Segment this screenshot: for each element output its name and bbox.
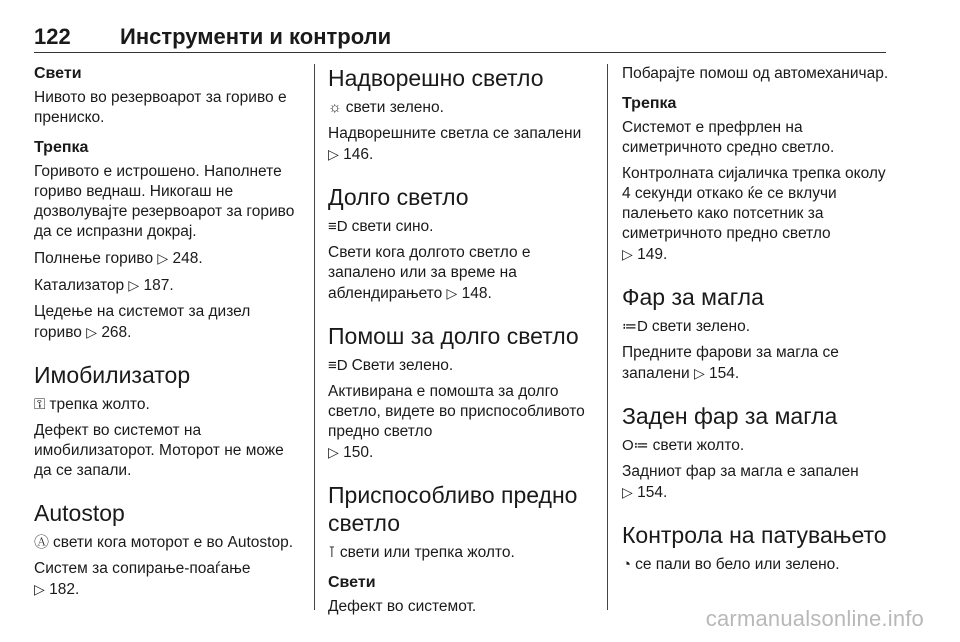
autostop-a-icon: Ⓐ: [34, 534, 50, 551]
paragraph-text: свети сино.: [351, 218, 434, 235]
reference-arrow-icon: ▷: [446, 285, 458, 301]
paragraph-text: свети зелено.: [345, 99, 444, 116]
reference-arrow-icon: ▷: [622, 484, 633, 500]
page-ref[interactable]: 182.: [49, 581, 80, 598]
paragraph: Дефект во системот.: [328, 598, 477, 615]
section-title-cruise-control: Контрола на патувањето: [622, 522, 887, 548]
paragraph-with-icon: [622, 317, 892, 337]
paragraph-with-ref: [622, 343, 892, 384]
front-fog-icon: ≔D: [622, 318, 648, 335]
high-beam-assist-icon: ≡D: [328, 357, 348, 374]
paragraph-text: Контролната сијаличка трепка околу 4 секунди откако ќе се вклучи палењето како потсетник за симетричното предно светло: [622, 165, 886, 242]
section-title-front-fog: Фар за магла: [622, 284, 764, 310]
paragraph-with-ref: [622, 462, 892, 503]
paragraph-with-ref: [34, 302, 300, 343]
paragraph-text: свети зелено.: [651, 318, 751, 335]
reference-arrow-icon: ▷: [86, 324, 97, 340]
paragraph: Дефект во системот на имобилизаторот. Моторот не може да се запали.: [34, 422, 284, 479]
section-title-high-beam-assist: Помош за долго светло: [328, 323, 579, 349]
rear-fog-icon: O≔: [622, 437, 649, 454]
header-divider: [34, 52, 886, 53]
paragraph-text: Систем за сопирање-поаѓање: [34, 560, 251, 577]
paragraph-text: Цедење на системот за дизел гориво: [34, 303, 251, 341]
reference-arrow-icon: ▷: [34, 581, 45, 597]
reference-arrow-icon: ▷: [328, 146, 339, 162]
paragraph-text: Предните фарови за магла се запалени: [622, 344, 839, 382]
section-title-rear-fog: Заден фар за магла: [622, 403, 838, 429]
paragraph: Горивото е истрошено. Наполнете гориво веднаш. Никогаш не дозволувајте резервоарот за гориво да се испразни докрај.: [34, 163, 295, 240]
page-ref[interactable]: 149.: [637, 246, 668, 263]
paragraph: Побарајте помош од автомеханичар.: [622, 65, 889, 82]
paragraph-text: Задниот фар за магла е запален: [622, 463, 859, 480]
paragraph-text: свети кога моторот е во Autostop.: [53, 534, 294, 551]
column-divider-1: [314, 64, 315, 610]
paragraph-with-icon: [622, 555, 892, 575]
paragraph-with-icon: [34, 395, 300, 415]
page-ref[interactable]: 268.: [101, 324, 132, 341]
reference-arrow-icon: ▷: [622, 246, 633, 262]
paragraph-text: Активирана е помошта за долго светло, видете во приспособливото предно светло: [328, 383, 585, 440]
section-title-high-beam: Долго светло: [328, 184, 469, 210]
paragraph-with-ref: [34, 248, 300, 269]
page-ref[interactable]: 154.: [637, 484, 668, 501]
section-title-exterior-light: Надворешно светло: [328, 65, 544, 91]
reference-arrow-icon: ▷: [157, 250, 169, 266]
exterior-light-icon: ☼: [328, 99, 342, 116]
paragraph: Системот е префрлен на симетричното средно светло.: [622, 119, 835, 156]
page-ref[interactable]: 148.: [461, 285, 492, 302]
watermark: carmanualsonline.info: [705, 606, 924, 631]
column-1: [34, 64, 300, 606]
reference-arrow-icon: ▷: [693, 365, 705, 381]
paragraph-with-icon: [328, 543, 594, 563]
paragraph-with-ref: [328, 243, 594, 304]
paragraph-text: Свети кога долгото светло е запалено или за време на аблендирањето: [328, 244, 531, 302]
paragraph-with-ref: [34, 559, 300, 600]
paragraph-text: Полнење гориво: [34, 250, 154, 267]
reference-arrow-icon: ▷: [128, 277, 140, 293]
section-title-adaptive-light: Приспособливо предно светло: [328, 482, 578, 536]
section-title-autostop: Autostop: [34, 500, 125, 526]
page-ref[interactable]: 150.: [343, 444, 374, 461]
paragraph-text: Катализатор: [34, 277, 125, 294]
page-number: 122: [34, 24, 71, 49]
page-ref[interactable]: 154.: [709, 365, 740, 382]
column-2: [328, 64, 594, 623]
page-ref[interactable]: 248.: [172, 250, 203, 267]
page-title: Инструменти и контроли: [120, 24, 392, 49]
paragraph-with-icon: [328, 217, 594, 237]
paragraph-with-icon: [328, 356, 594, 376]
column-divider-2: [607, 64, 608, 610]
paragraph-text: свети жолто.: [652, 437, 745, 454]
subheading-flashes: Трепка: [34, 139, 89, 156]
paragraph-with-ref: [328, 382, 594, 463]
paragraph: Нивото во резервоарот за гориво е прениско.: [34, 89, 287, 126]
paragraph-text: Свети зелено.: [351, 357, 454, 374]
paragraph-with-ref: [622, 164, 892, 265]
page-ref[interactable]: 146.: [343, 146, 374, 163]
paragraph-with-ref: [328, 124, 594, 165]
page-ref[interactable]: 187.: [143, 277, 174, 294]
subheading-flashes: Трепка: [622, 95, 677, 112]
paragraph-text: се пали во бело или зелено.: [635, 556, 840, 573]
paragraph-with-ref: [34, 275, 300, 296]
paragraph-text: свети или трепка жолто.: [339, 544, 515, 561]
page-header: [34, 24, 886, 54]
paragraph-text: Надворешните светла се запалени: [328, 125, 582, 142]
high-beam-icon: ≡D: [328, 218, 348, 235]
reference-arrow-icon: ▷: [328, 444, 339, 460]
cruise-control-icon: ◔: [622, 556, 632, 573]
paragraph-with-icon: [34, 533, 300, 553]
subheading-lights: Свети: [328, 574, 376, 591]
subheading-lights: Свети: [34, 65, 82, 82]
paragraph-with-icon: [328, 98, 594, 118]
paragraph-text: трепка жолто.: [49, 396, 150, 413]
column-3: [622, 64, 892, 581]
adaptive-light-icon: ⊺: [328, 544, 336, 561]
section-title-immobilizer: Имобилизатор: [34, 362, 191, 388]
car-key-icon: ⚿: [34, 396, 46, 413]
paragraph-with-icon: [622, 436, 892, 456]
